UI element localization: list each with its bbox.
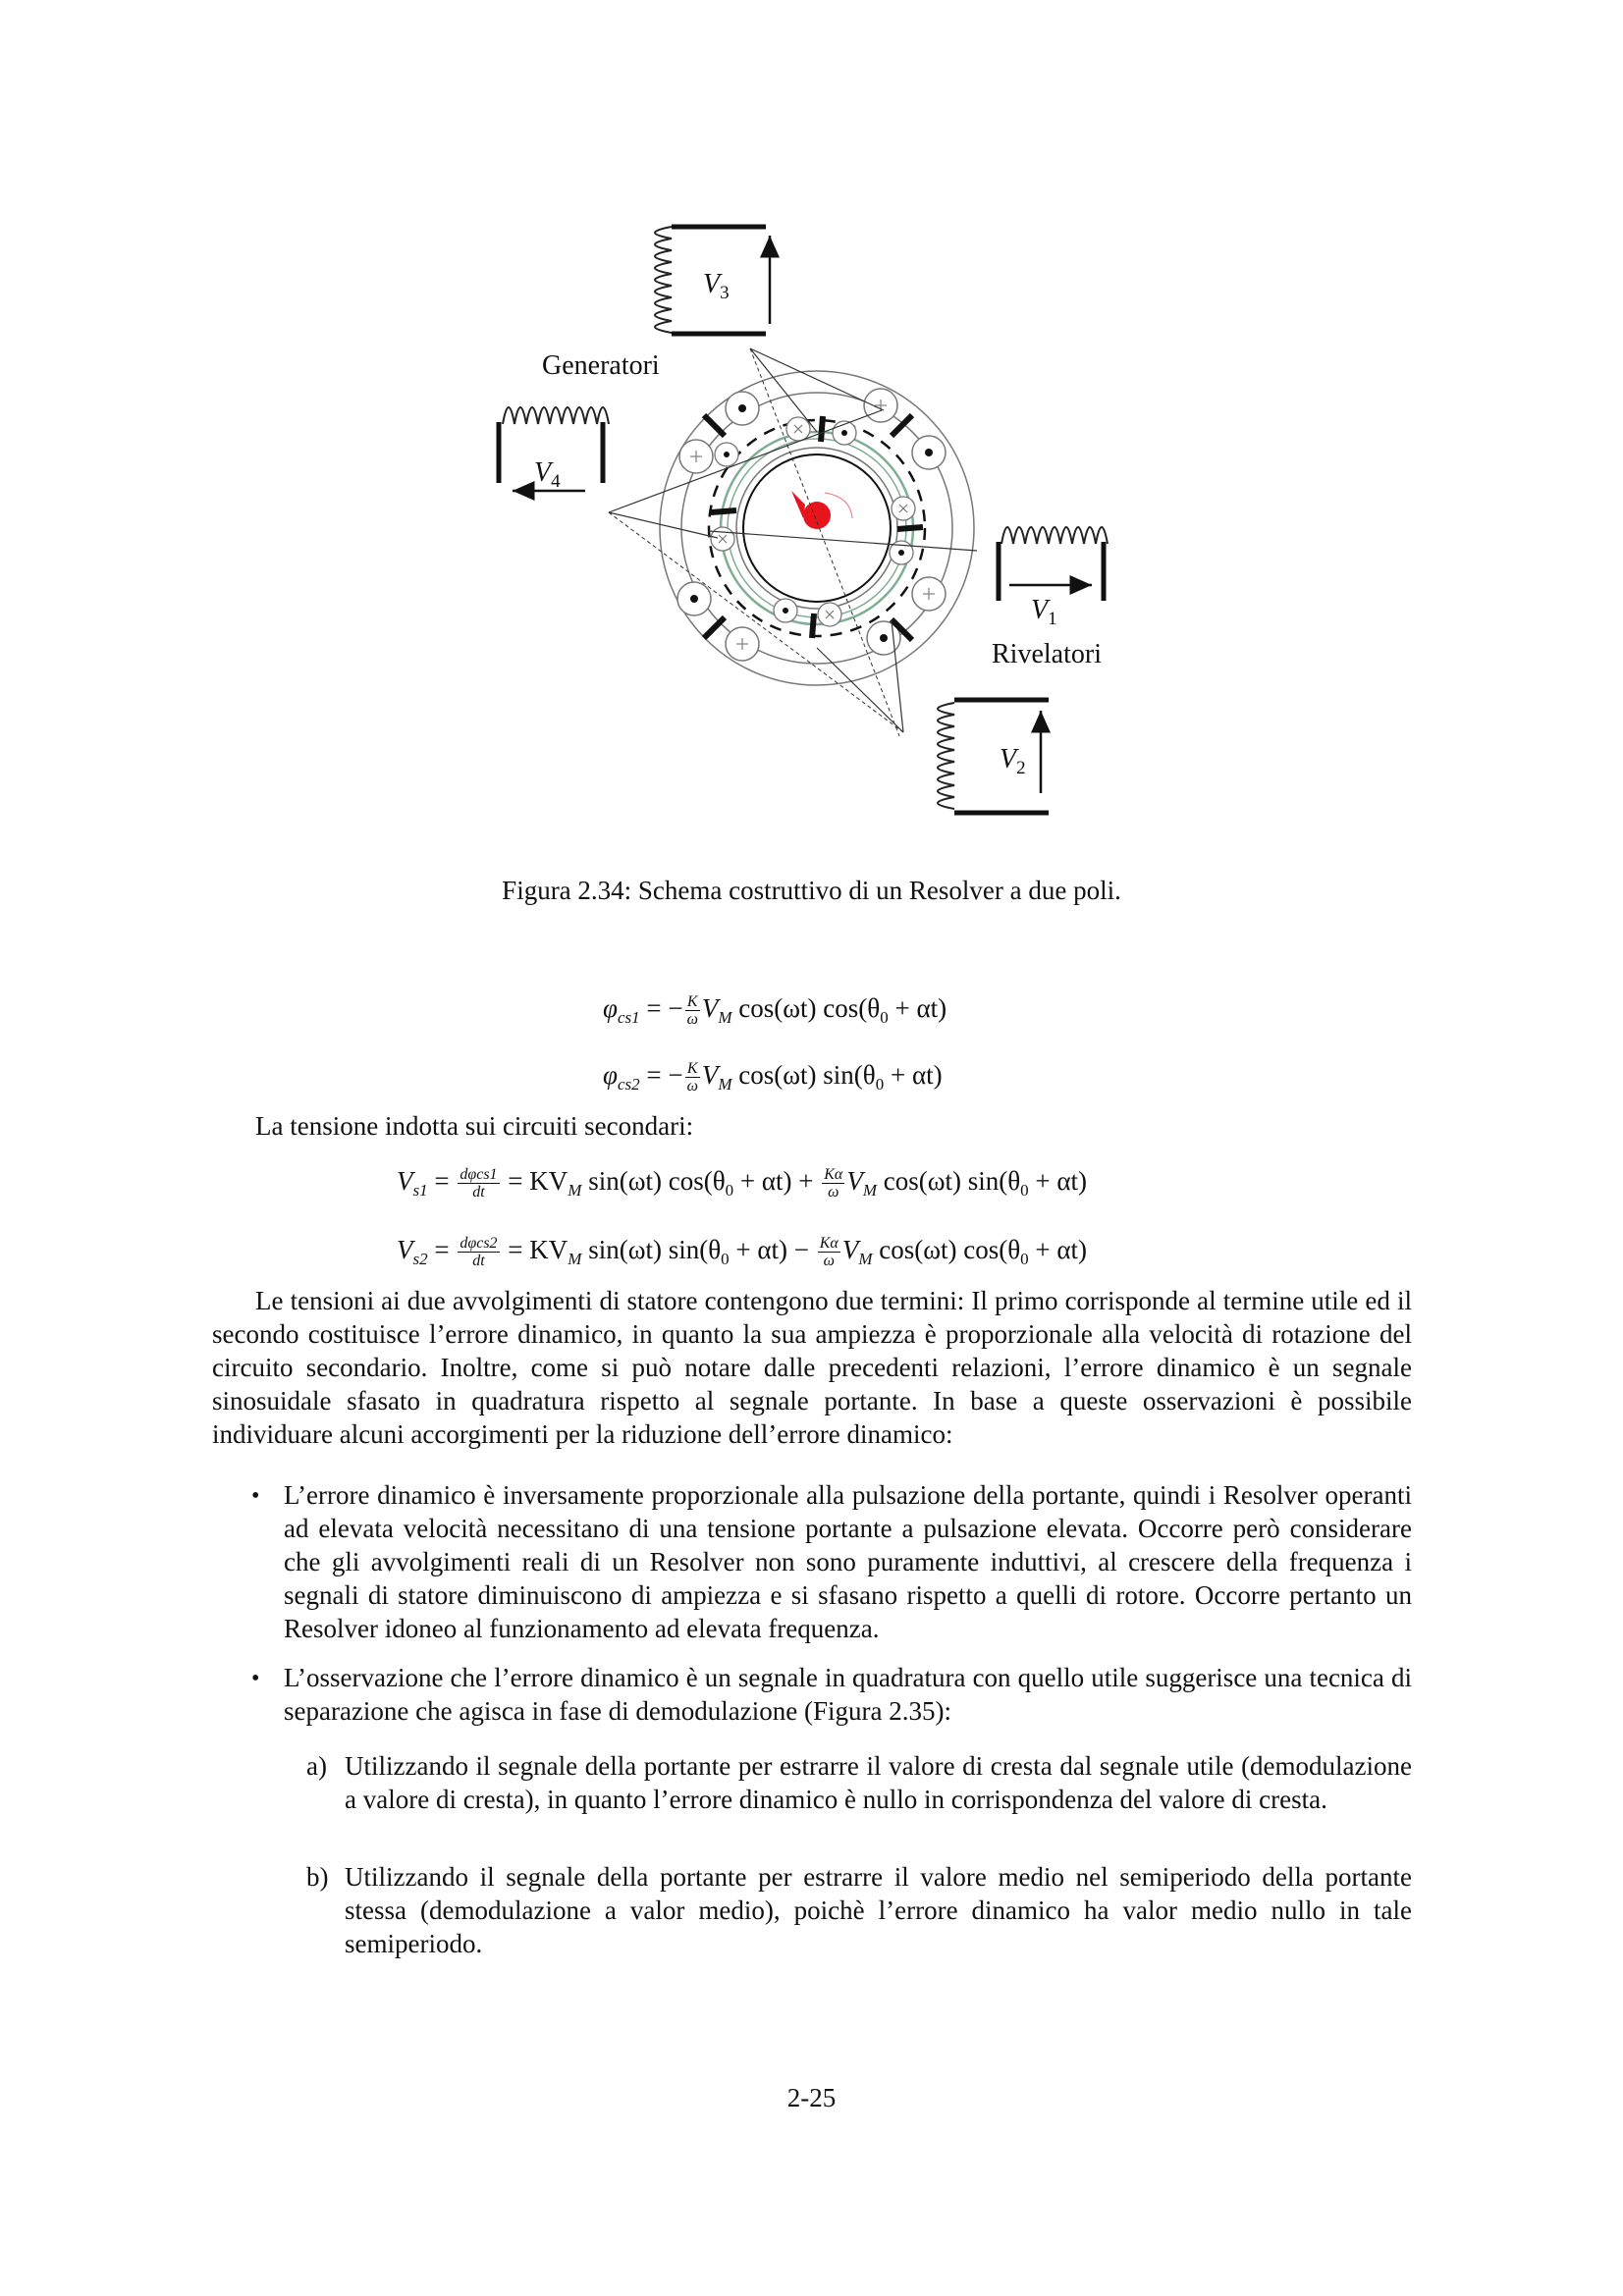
equation-phi-cs2: $\varphi_{cs2}$ = − $\frac{K}{\omega}$ $V_M$ cos(ωt) $\sin(\theta_0 + \alpha t)$: [603, 1060, 943, 1095]
bullet-text: L’osservazione che l’errore dinamico è un segnale in quadratura con quello utile suggerisce una tecnica di separazione che agisca in fase di demodulazione (Figura 2.35):: [284, 1663, 1412, 1726]
resolver-figure: [471, 206, 1139, 834]
bullet-mark: •: [251, 1666, 260, 1691]
generatori-label: Generatori: [542, 350, 660, 381]
sub-item-mark: b): [306, 1862, 329, 1892]
sub-item-text: Utilizzando il segnale della portante per estrarre il valore di cresta dal segnale utile (demodulazione a valore di cresta), in quanto l’errore dinamico è nullo in corrispondenza del valore di cresta.: [345, 1751, 1412, 1814]
page-number: 2-25: [786, 2083, 837, 2112]
figure-caption: Figura 2.34: Schema costruttivo di un Resolver a due poli.: [502, 876, 1121, 905]
v2-label: $V_2$: [1000, 744, 1026, 778]
bullet-text: L’errore dinamico è inversamente proporzionale alla pulsazione della portante, quindi i Resolver operanti ad elevata velocità necessitano di una tensione portante a pulsazione elevata. Occorre però considerare che gli avvolgimenti reali di un Resolver non sono puramente induttivi, al crescere della frequenza i segnali di statore diminuiscono di ampiezza e si sfasano rispetto a quelli di rotore. Occorre pertanto un Resolver idoneo al funzionamento ad elevata frequenza.: [284, 1480, 1412, 1643]
v3-label: $V_3$: [703, 269, 730, 303]
v2-winding: [938, 700, 1049, 813]
v1-winding: [999, 527, 1108, 629]
intro-line: La tensione indotta sui circuiti secondari:: [255, 1111, 694, 1141]
v4-label: $V_4$: [534, 457, 561, 492]
v1-label: $V_1$: [1031, 595, 1057, 629]
body-paragraph: Le tensioni ai due avvolgimenti di statore contengono due termini: Il primo corrisponde al termine utile ed il secondo costituisce l’errore dinamico, in quanto la sua ampiezza è proporzionale alla velocità di rotazione del circuito secondario. Inoltre, come si può notare dalle precedenti relazioni, l’errore dinamico è un segnale sinosuidale sfasato in quadratura rispetto al segnale portante. In base a queste osservazioni è possibile individuare alcuni accorgimenti per la riduzione dell’errore dinamico:: [212, 1286, 1412, 1449]
rotor-center-dot: [803, 502, 831, 529]
equation-vs1: $V_{s1}$ = $\frac{\text{dφcs1}}{dt}$ = $KV_M$ sin(ωt) $\cos(\theta_0 + \alpha t)$ + $\frac{K\alpha}{\omega}$ $V_M$ cos(ωt) $\sin(\theta_0 + \alpha t)$: [397, 1166, 1088, 1201]
equation-phi-cs1: $\varphi_{cs1}$ = − $\frac{K}{\omega}$ $V_M$ cos(ωt) $\cos(\theta_0 + \alpha t)$: [603, 993, 947, 1029]
sub-item-mark: a): [306, 1751, 327, 1781]
rivelatori-label: Rivelatori: [992, 639, 1102, 669]
v3-winding: [655, 227, 770, 334]
equation-vs2: $V_{s2}$ = $\frac{\text{dφcs2}}{dt}$ = $KV_M$ sin(ωt) $\sin(\theta_0 + \alpha t)$ − $\frac{K\alpha}{\omega}$ $V_M$ cos(ωt) $\cos(\theta_0 + \alpha t)$: [397, 1235, 1088, 1270]
bullet-mark: •: [251, 1483, 260, 1509]
sub-item-text: Utilizzando il segnale della portante per estrarre il valore medio nel semiperiodo della portante stessa (demodulazione a valor medio), poichè l’errore dinamico ha valor medio nullo in tale semiperiodo.: [345, 1862, 1412, 1958]
resolver-body: [660, 371, 974, 685]
resolver-diagram: [471, 206, 1139, 834]
v4-winding: [499, 407, 609, 492]
